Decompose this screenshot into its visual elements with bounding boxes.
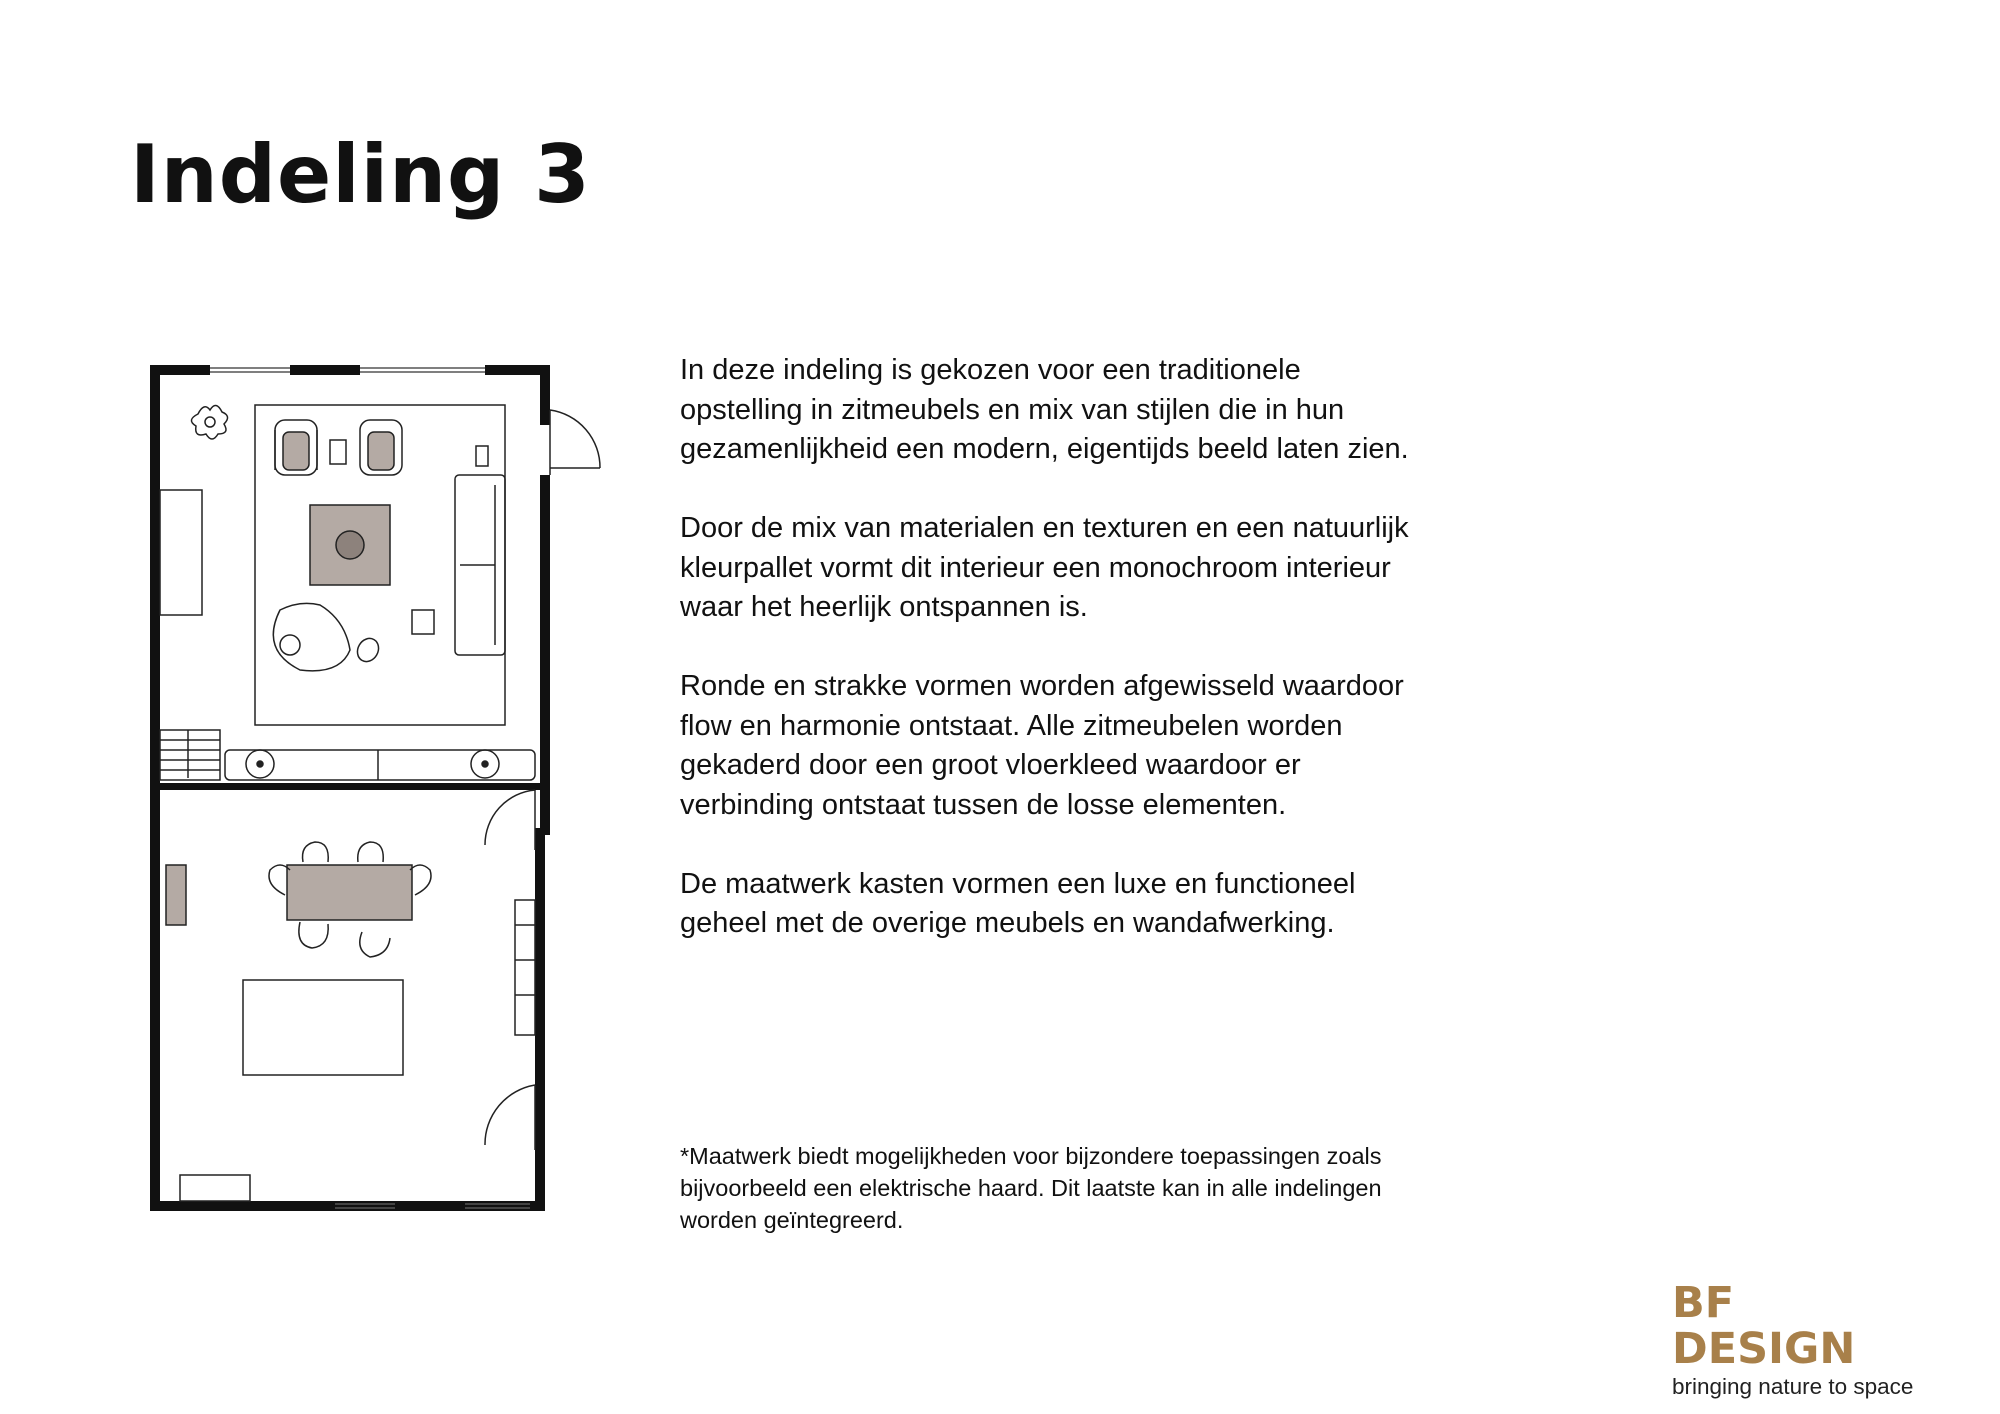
right-wall-cabinets: [515, 900, 535, 1035]
lower-table: [243, 980, 403, 1075]
door-lower-top: [485, 790, 535, 850]
paragraph: Door de mix van materialen en texturen en een natuurlijk kleurpallet vormt dit interieur een monochroom interieur waar het heerlijk ontspannen is.: [680, 512, 1409, 623]
door-lower-bottom: [485, 1085, 535, 1150]
left-cabinet: [160, 490, 202, 615]
footnote: [680, 1140, 1420, 1236]
paragraph: In deze indeling is gekozen voor een traditionele opstelling in zitmeubels en mix van stijlen die in hun gezamenlijkheid een modern, eigentijds beeld laten zien.: [680, 354, 1409, 465]
paragraph: Ronde en strakke vormen worden afgewisseld waardoor flow en harmonie ontstaat. Alle zitmeubelen worden gekaderd door een groot vloerkleed waardoor er verbinding ontstaat tussen de losse elementen.: [680, 670, 1404, 821]
sofa: [455, 475, 505, 655]
small-lamp-table: [476, 446, 488, 466]
paragraph: De maatwerk kasten vormen een luxe en functioneel geheel met de overige meubels en wandafwerking.: [680, 867, 1356, 939]
brand-logo: [1672, 1280, 1932, 1401]
footnote-text: *Maatwerk biedt mogelijkheden voor bijzondere toepassingen zoals bijvoorbeeld een elektrische haard. Dit laatste kan in alle indelingen worden geïntegreerd.: [680, 1143, 1382, 1233]
bottom-bench: [180, 1175, 250, 1201]
stairs: [160, 730, 220, 780]
coffee-table: [310, 505, 390, 585]
ottoman: [353, 635, 382, 666]
brand-tagline: bringing nature to space: [1672, 1374, 1914, 1399]
entrance-door: [550, 410, 600, 475]
armchair-right: [360, 420, 402, 475]
pouf: [412, 610, 434, 634]
description-text: [680, 351, 1420, 983]
outer-walls: [150, 365, 550, 1211]
page-title: Indeling 3: [130, 128, 591, 221]
tv-bench: [225, 750, 535, 780]
armchair-left: [275, 420, 317, 475]
floor-plan: [140, 350, 610, 1220]
plant: [191, 405, 227, 439]
wall-cabinet-left: [166, 865, 186, 925]
side-table: [330, 440, 346, 464]
lounge-chair: [273, 603, 350, 671]
dining-table: [287, 865, 412, 920]
brand-name: BF DESIGN: [1672, 1278, 1856, 1374]
